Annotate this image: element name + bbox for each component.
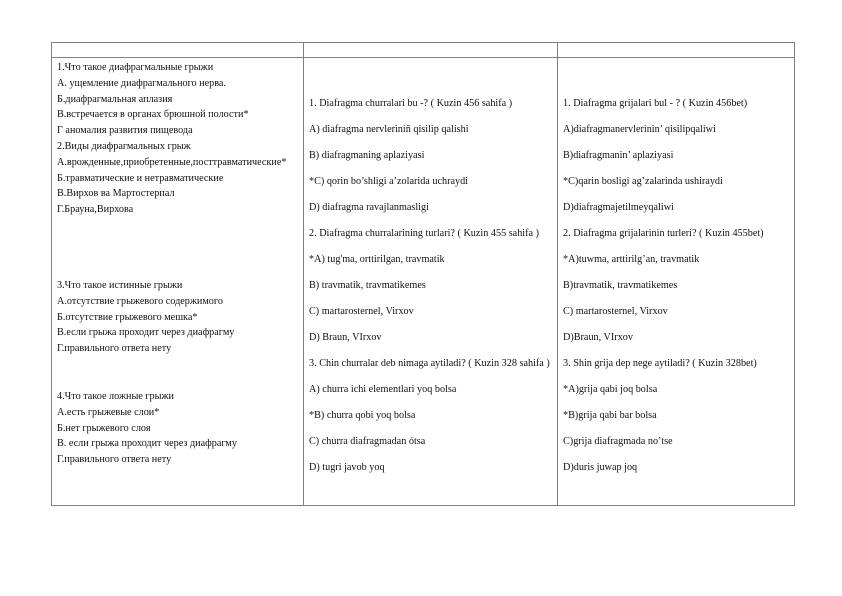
q2-option-d: Г.Брауна,Вирхова [57, 204, 134, 216]
kk-q2-option-c: C) martarosternel, Virxov [563, 306, 668, 317]
uz-q2-option-a: *A) tug'ma, orttirilgan, travmatik [309, 254, 445, 265]
uz-q3-option-a: A) churra ichi elementlari yoq bolsa [309, 384, 457, 395]
q1-title: 1.Что такое диафрагмальные грыжи [57, 62, 214, 73]
uz-q1-option-a: A) diafragma nervleriniñ qisilip qalishi [309, 124, 469, 135]
kk-q2-option-a: *A)tuwma, arttirilg’an, travmatik [563, 254, 700, 265]
q4-option-a: А.есть грыжевые слои* [57, 406, 160, 418]
q4-option-c: В. если грыжа проходит через диафрагму [57, 438, 237, 450]
russian-questions-cell [52, 58, 304, 506]
q4-option-d: Г.правильного ответа нету [57, 454, 172, 466]
uz-q2-option-d: D) Braun, VIrxov [309, 332, 382, 343]
uz-q1-option-b: B) diafragmaning aplaziyasi [309, 150, 425, 161]
kk-q1-option-a: A)diafragmanervlerinin’ qisilipqaliwi [563, 124, 716, 135]
q3-option-d: Г.правильного ответа нету [57, 343, 172, 355]
kk-q2-option-b: B)travmatik, travmatikemes [563, 280, 678, 291]
uz-q3-title: 3. Chin churralar deb nimaga aytiladi? ( Kuzin 328 sahifa ) [309, 358, 550, 369]
russian-questions [52, 58, 303, 468]
kk-q3-title: 3. Shin grija dep nege aytiladi? ( Kuzin 328bet) [563, 358, 757, 369]
q1-option-b: Б.диафрагмальная аплазия [57, 93, 173, 105]
q2-title: 2.Виды диафрагмальных грыж [57, 140, 191, 152]
uz-q2-option-c: C) martarosternel, Virxov [309, 306, 414, 317]
kk-q2-option-d: D)Braun, VIrxov [563, 332, 633, 343]
q4-option-b: Б.нет грыжевого слоя [57, 422, 151, 434]
kk-q1-option-c: *C)qarin bosligi ag’zalarinda ushiraydi [563, 176, 723, 187]
uz-q2-option-b: B) travmatik, travmatikemes [309, 280, 426, 291]
header-cell-russian [52, 43, 304, 58]
uz-q3-option-b: *B) churra qobi yoq bolsa [309, 410, 416, 421]
kk-q1-option-d: D)diafragmajetilmeyqaliwi [563, 202, 674, 213]
kk-q1-title: 1. Diafragma grijalari bul - ? ( Kuzin 456bet) [563, 98, 748, 109]
kk-q3-option-b: *B)grija qabi bar bolsa [563, 410, 657, 421]
header-cell-karakalpak [558, 43, 795, 58]
kk-q3-option-a: *A)grija qabi joq bolsa [563, 384, 658, 395]
q3-option-b: Б.отсутствие грыжевого мешка* [57, 311, 198, 323]
kk-q3-option-c: C)grija diafragmada no’tse [563, 436, 673, 447]
quiz-table [51, 42, 795, 506]
uz-q3-option-d: D) tugri javob yoq [309, 462, 385, 473]
content-row [52, 58, 795, 506]
q3-title: 3.Что такое истинные грыжи [57, 279, 183, 291]
header-cell-uzbek [304, 43, 558, 58]
spacer [57, 218, 300, 278]
q1-option-c: В.встречается в органах брюшной полости* [57, 109, 249, 121]
q2-option-c: В.Вирхов ва Мартостерпал [57, 188, 175, 200]
q1-option-a: А. ущемление диафрагмального нерва. [57, 77, 226, 89]
q2-option-b: Б.травматические и нетравматические [57, 172, 224, 184]
uz-q1-title: 1. Diafragma churralari bu -? ( Kuzin 456 sahifa ) [309, 98, 513, 109]
kk-q2-title: 2. Diafragma grijalarinin turleri? ( Kuzin 455bet) [563, 228, 764, 239]
uz-q3-option-c: C) churra diafragmadan ótsa [309, 436, 426, 447]
q2-option-a: А.врожденные,приобретенные,посттравматические* [57, 156, 287, 168]
q1-option-d: Г аномалия развития пищевода [57, 125, 193, 137]
kk-q1-option-b: B)diafragmanin’ aplaziyasi [563, 150, 674, 161]
spacer [57, 357, 300, 389]
uzbek-questions [304, 96, 557, 475]
header-row [52, 43, 795, 58]
uzbek-questions-cell [304, 58, 558, 506]
uz-q1-option-d: D) diafragma ravajlanmasligi [309, 202, 429, 213]
q3-option-c: В.если грыжа проходит через диафрагму [57, 327, 235, 339]
karakalpak-questions-cell [558, 58, 795, 506]
uz-q1-option-c: *C) qorin bo’shligi a’zolarida uchraydi [309, 176, 468, 187]
q3-option-a: А.отсутствие грыжевого содержимого [57, 295, 223, 307]
kk-q3-option-d: D)duris juwap joq [563, 462, 638, 473]
q4-title: 4.Что такое ложные грыжи [57, 390, 174, 402]
karakalpak-questions [558, 96, 794, 475]
uz-q2-title: 2. Diafragma churralarining turlari? ( Kuzin 455 sahifa ) [309, 228, 539, 239]
